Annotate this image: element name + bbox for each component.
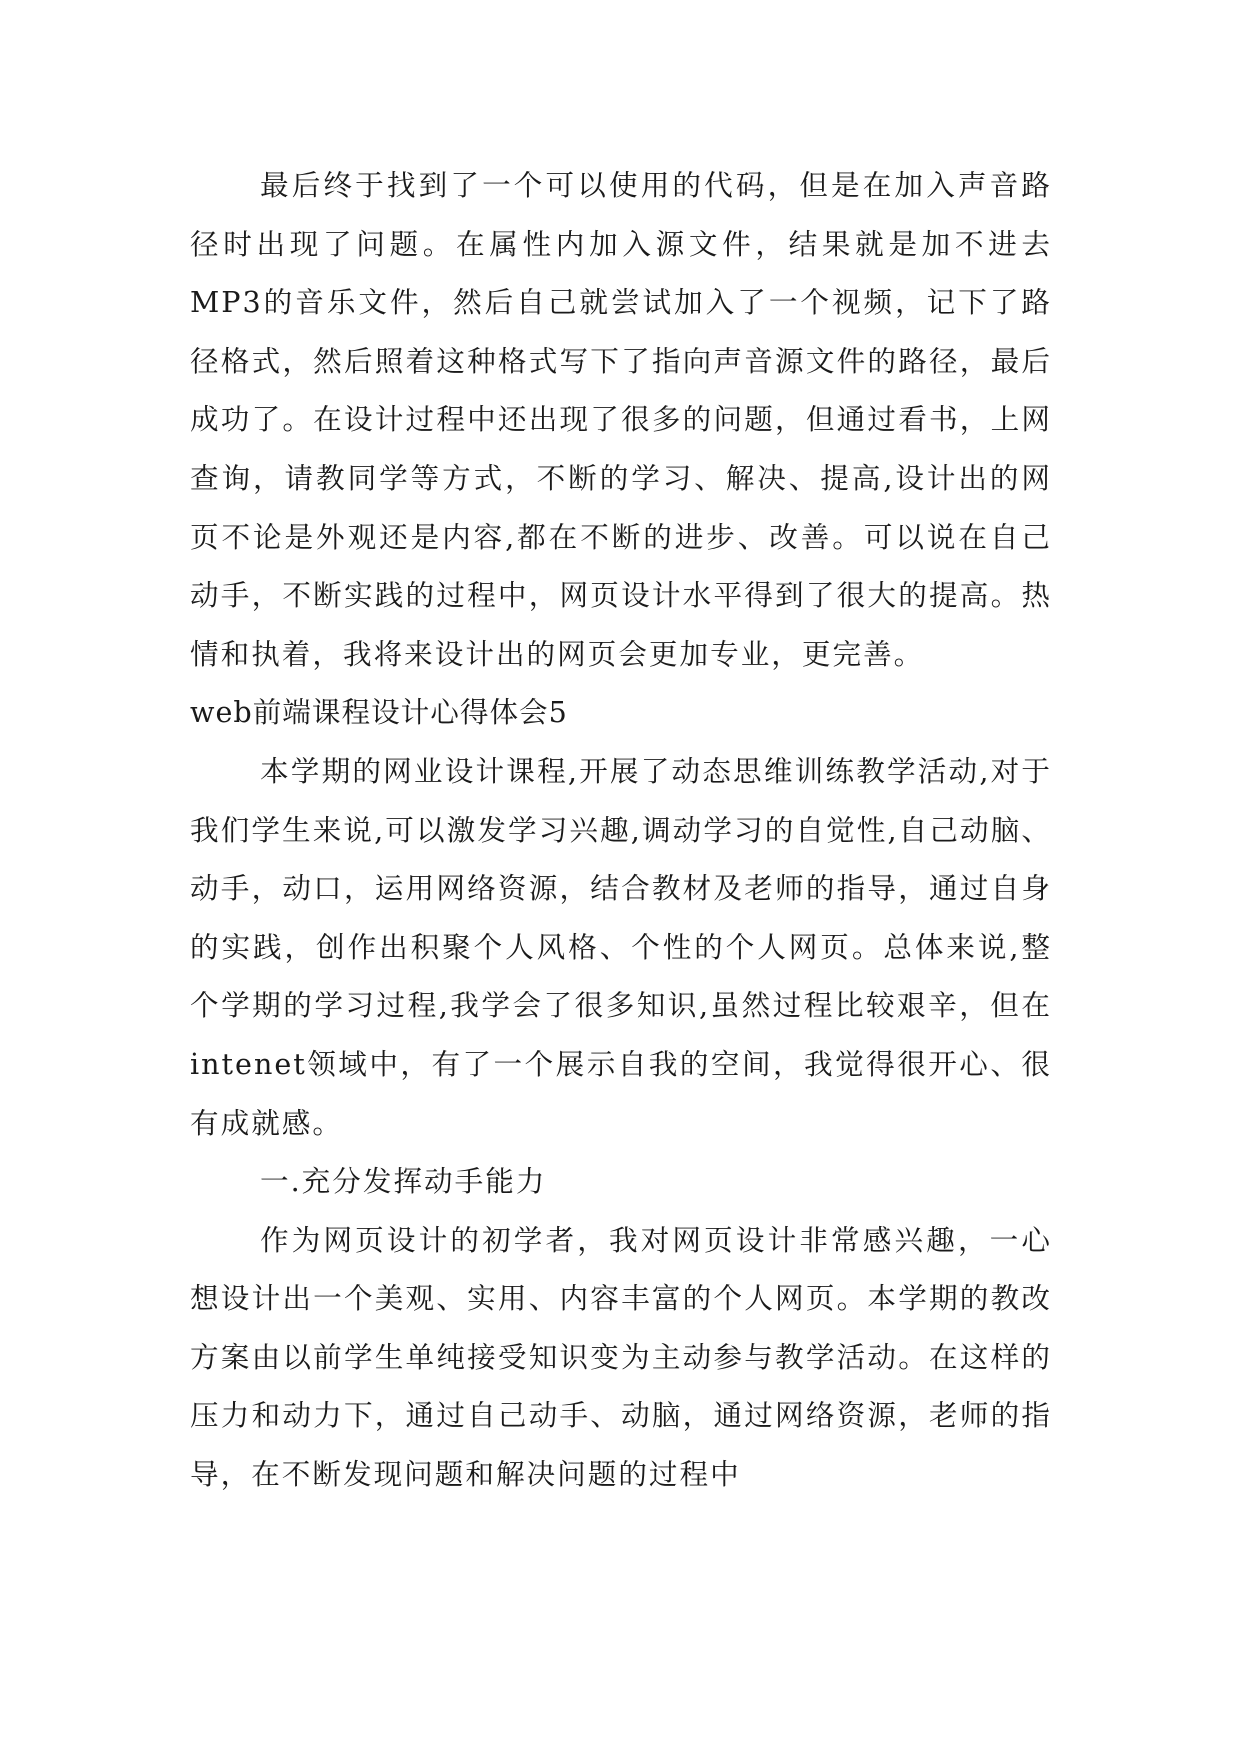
- subsection-heading: 一.充分发挥动手能力: [260, 1164, 547, 1199]
- document-body: [190, 156, 1052, 1504]
- paragraph-beginner: 作为网页设计的初学者，我对网页设计非常感兴趣，一心想设计出一个美观、实用、内容丰富的个人网页。本学期的教改方案由以前学生单纯接受知识变为主动参与教学活动。在这样的压力和动力下，通过自己动手、动脑，通过网络资源，老师的指导，在不断发现问题和解决问题的过程中: [190, 1222, 1052, 1492]
- paragraph-course-intro: 本学期的网业设计课程,开展了动态思维训练教学活动,对于我们学生来说,可以激发学习兴趣,调动学习的自觉性,自己动脑、动手，动口，运用网络资源，结合教材及老师的指导，通过自身的实践，创作出积聚个人风格、个性的个人网页。总体来说,整个学期的学习过程,我学会了很多知识,虽然过程比较艰辛，但在intenet领域中，有了一个展示自我的空间，我觉得很开心、很有成就感。: [190, 753, 1052, 1140]
- paragraph-audio-path: 最后终于找到了一个可以使用的代码，但是在加入声音路径时出现了问题。在属性内加入源文件，结果就是加不进去MP3的音乐文件，然后自己就尝试加入了一个视频，记下了路径格式，然后照着这种格式写下了指向声音源文件的路径，最后成功了。在设计过程中还出现了很多的问题，但通过看书，上网查询，请教同学等方式，不断的学习、解决、提高,设计出的网页不论是外观还是内容,都在不断的进步、改善。可以说在自己动手，不断实践的过程中，网页设计水平得到了很大的提高。热情和执着，我将来设计出的网页会更加专业，更完善。: [190, 168, 1052, 671]
- section-heading: web前端课程设计心得体会5: [190, 695, 568, 730]
